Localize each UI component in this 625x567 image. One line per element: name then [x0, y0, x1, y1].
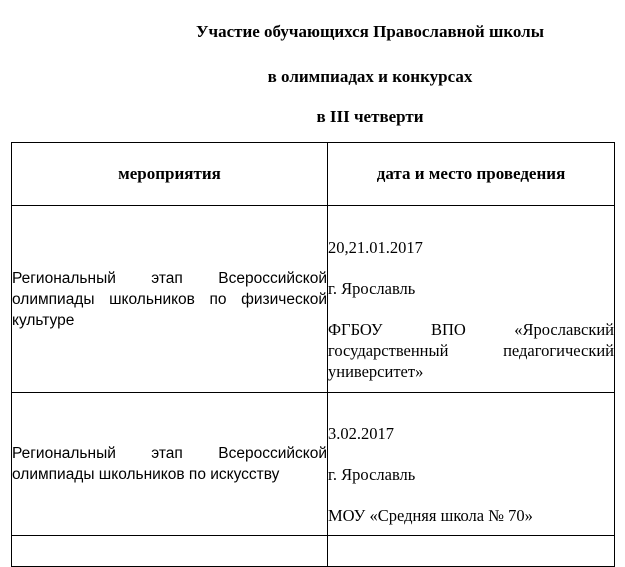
event-name: Региональный этап Всероссийской олимпиады школьников по физической культуре [12, 206, 328, 393]
empty-cell [12, 536, 328, 567]
event-details [328, 393, 615, 536]
event-date: 20,21.01.2017 [328, 237, 423, 257]
header-events: мероприятия [12, 143, 328, 206]
empty-cell [328, 536, 615, 567]
table-row [12, 393, 615, 536]
table-row [12, 206, 615, 393]
table-header-row [12, 143, 615, 206]
event-name: Региональный этап Всероссийской олимпиады школьников по искусству [12, 393, 328, 536]
event-details [328, 206, 615, 393]
title-line-2: в олимпиадах и конкурсах [267, 67, 473, 86]
event-city: г. Ярославль [328, 464, 416, 484]
events-table [11, 142, 615, 567]
event-city: г. Ярославль [328, 278, 416, 298]
header-date-place: дата и место проведения [328, 143, 615, 206]
event-venue: МОУ «Средняя школа № 70» [328, 505, 533, 525]
event-date: 3.02.2017 [328, 423, 394, 443]
table-row [12, 536, 615, 567]
event-venue: ФГБОУ ВПО «Ярославский государственный педагогический университет» [328, 319, 614, 381]
title-line-3: в III четверти [316, 107, 424, 126]
title-line-1: Участие обучающихся Православной школы [196, 22, 544, 41]
